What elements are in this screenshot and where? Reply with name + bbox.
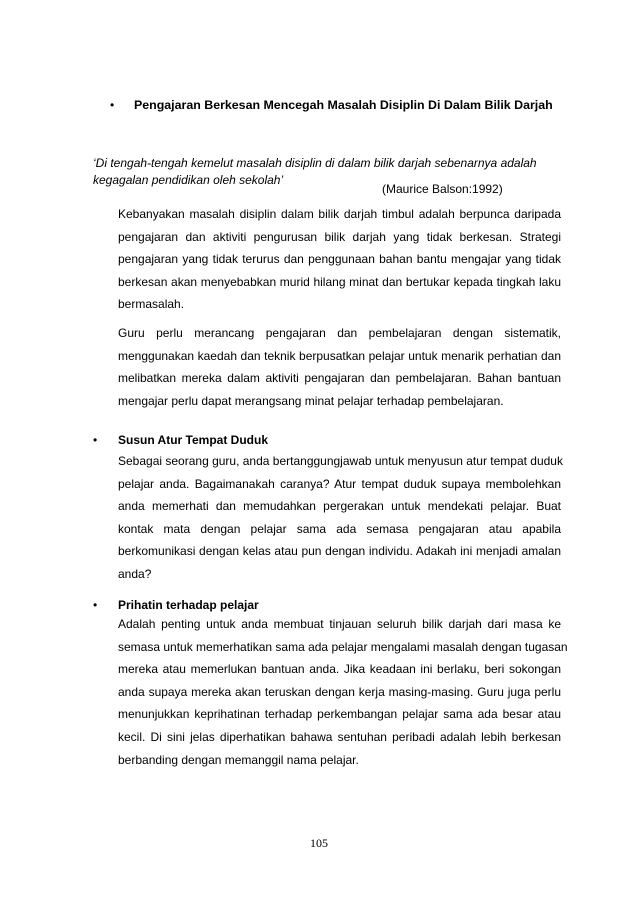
section-heading: [110, 96, 570, 114]
text-line: bermasalah.: [118, 297, 185, 312]
text-line: pengajaran dan aktiviti pengurusan bilik darjah yang tidak berkesan. Strategi: [118, 229, 561, 244]
text-line: anda?: [118, 566, 152, 581]
page-number: 105: [310, 836, 328, 850]
section-title-seating: Susun Atur Tempat Duduk: [118, 433, 268, 447]
bullet-icon: •: [110, 98, 115, 112]
text-line: Kebanyakan masalah disiplin dalam bilik darjah timbul adalah berpunca daripada: [118, 207, 561, 221]
paragraph-concern: [118, 613, 568, 771]
text-line: Guru perlu merancang pengajaran dan pembelajaran dengan sistematik,: [118, 326, 561, 340]
paragraph-seating: [118, 450, 561, 586]
text-line: berkesan akan menyebabkan murid hilang minat dan bertukar kepada tingkah laku: [118, 274, 561, 289]
text-line: menunjukkan keprihatinan terhadap perkembangan pelajar sama ada besar atau: [118, 707, 561, 722]
text-line: melibatkan mereka dalam aktiviti pengajaran dan pembelajaran. Bahan bantuan: [118, 371, 561, 386]
text-line: Sebagai seorang guru, anda bertanggungjawab untuk menyusun atur tempat duduk: [118, 454, 563, 468]
bullet-icon: •: [93, 598, 98, 612]
text-line: kontak mata dengan pelajar sama ada semasa pengajaran atau apabila: [118, 521, 561, 536]
quote-citation: (Maurice Balson:1992): [382, 182, 503, 196]
text-line: semasa untuk memerhatikan sama ada pelajar mengalami masalah dengan tugasan: [118, 639, 568, 654]
text-line: menggunakan kaedah dan teknik berpusatkan pelajar untuk menarik perhatian dan: [118, 348, 561, 363]
text-line: mengajar perlu dapat merangsang minat pelajar terhadap pembelajaran.: [118, 393, 504, 408]
bullet-icon: •: [93, 433, 98, 447]
quote-line: kegagalan pendidikan oleh sekolah’: [93, 173, 284, 187]
paragraph-intro: [118, 203, 561, 316]
paragraph-teacher-planning: [118, 322, 561, 412]
section-title-concern: Prihatin terhadap pelajar: [118, 598, 259, 612]
text-line: anda supaya mereka akan teruskan dengan kerja masing-masing. Guru juga perlu: [118, 684, 561, 699]
text-line: mereka atau memerlukan bantuan anda. Jika keadaan ini berlaku, beri sokongan: [118, 662, 561, 677]
text-line: pengajaran yang tidak terurus dan penggunaan bahan bantu mengajar yang tidak: [118, 252, 561, 267]
text-line: anda memerhati dan memudahkan pergerakan untuk mendekati pelajar. Buat: [118, 499, 561, 514]
text-line: pelajar anda. Bagaimanakah caranya? Atur tempat duduk supaya membolehkan: [118, 476, 561, 491]
heading-title: Pengajaran Berkesan Mencegah Masalah Disiplin Di Dalam Bilik Darjah: [134, 98, 553, 112]
text-line: berbanding dengan memanggil nama pelajar.: [118, 752, 359, 767]
text-line: kecil. Di sini jelas diperhatikan bahawa sentuhan peribadi adalah lebih berkesan: [118, 729, 561, 744]
text-line: berkomunikasi dengan kelas atau pun dengan individu. Adakah ini menjadi amalan: [118, 544, 561, 559]
text-line: Adalah penting untuk anda membuat tinjauan seluruh bilik darjah dari masa ke: [118, 617, 561, 631]
quote-line: ‘Di tengah-tengah kemelut masalah disiplin di dalam bilik darjah sebenarnya adalah: [93, 156, 537, 170]
